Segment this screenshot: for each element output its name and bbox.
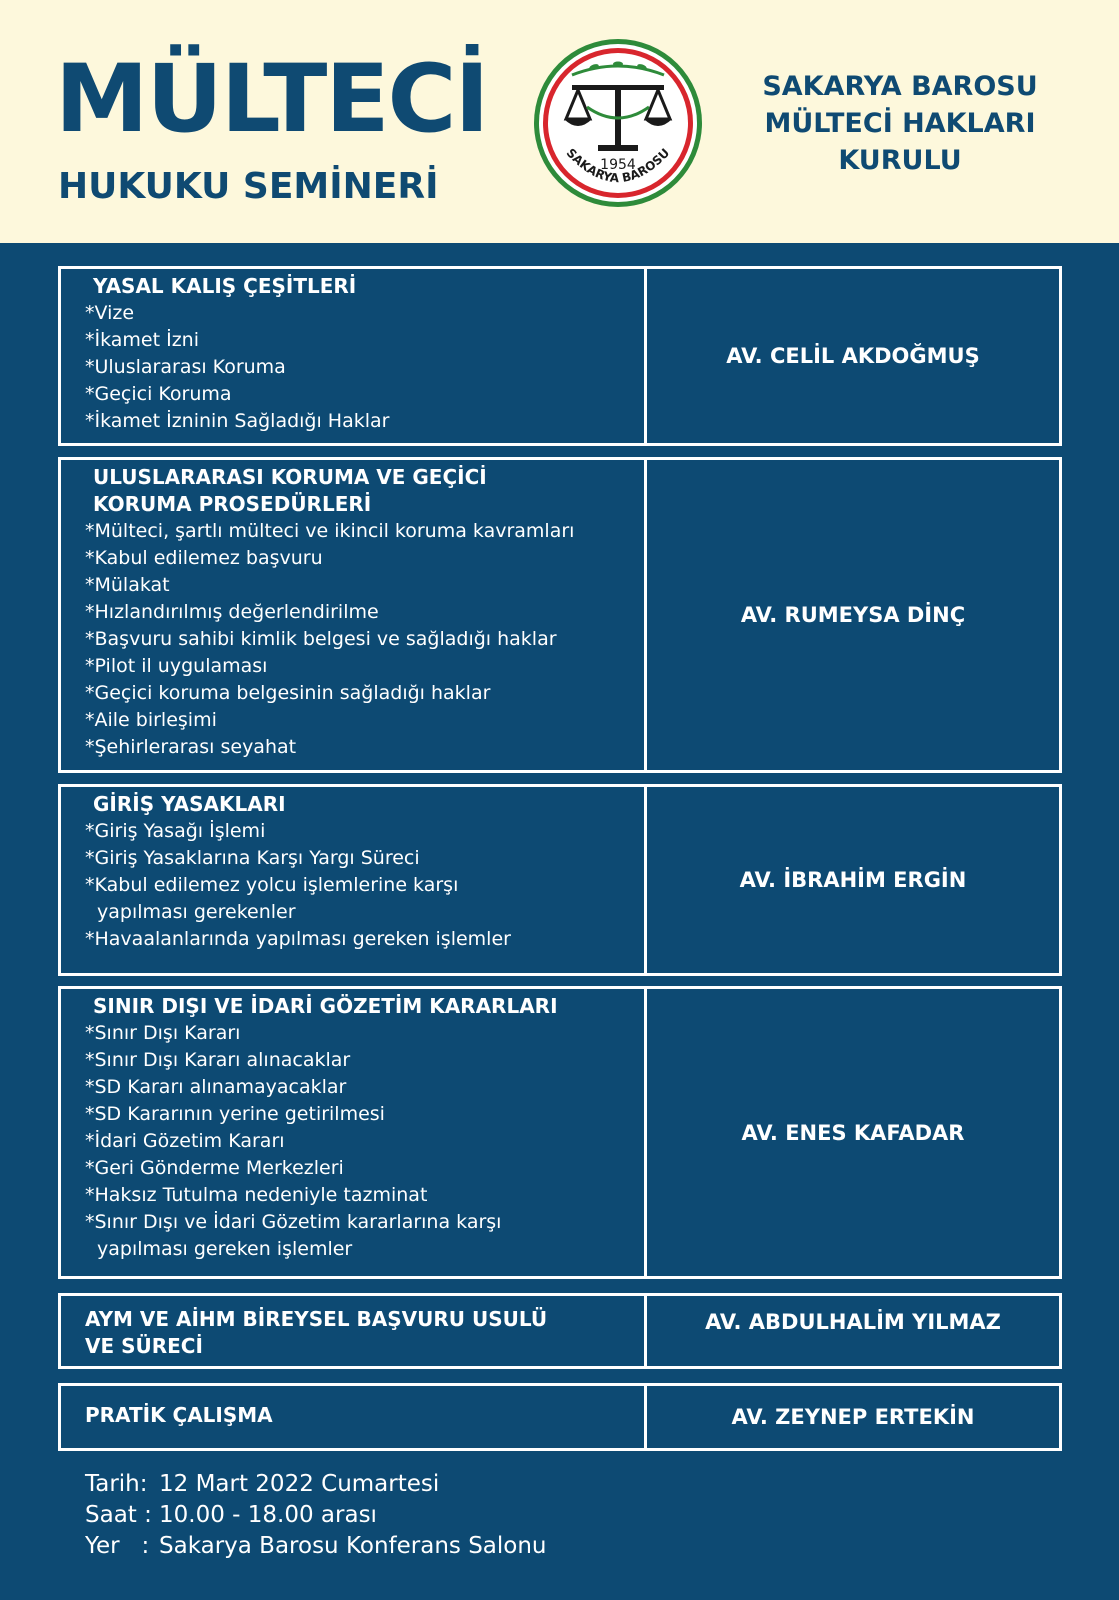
organizer-line: SAKARYA BAROSU [762,71,1038,102]
session-topic: GİRİŞ YASAKLARI [93,792,286,816]
topic-item: yapılması gereken işlemler [97,1238,353,1260]
topic-item: *Hızlandırılmış değerlendirilme [85,601,379,623]
session-topic-block [85,464,640,761]
topic-item: *Şehirlerarası seyahat [85,736,297,758]
session-row [58,457,1062,773]
time-line [85,1500,547,1531]
topic-item: *Sınır Dışı ve İdari Gözetim kararlarına karşı [85,1211,502,1233]
session-topic: KORUMA PROSEDÜRLERİ [93,492,372,516]
session-topic: AYM VE AİHM BİREYSEL BAŞVURU USULÜ [85,1307,548,1331]
place-label: Yer : [85,1533,150,1559]
topic-item: *İdari Gözetim Kararı [85,1130,285,1152]
header-banner [0,0,1119,243]
topic-item: *SD Kararı alınamayacaklar [85,1076,347,1098]
session-row [58,1293,1062,1369]
topic-item: *Kabul edilemez yolcu işlemlerine karşı [85,874,459,896]
date-label: Tarih: [85,1471,148,1497]
session-speaker: AV. İBRAHİM ERGİN [739,868,967,892]
topic-item: *Geçici koruma belgesinin sağladığı haklar [85,682,491,704]
topic-item: *Pilot il uygulaması [85,655,268,677]
session-topic-block [85,993,640,1263]
organizer-name [745,68,1055,179]
session-topic: ULUSLARARASI KORUMA VE GEÇİCİ [93,465,487,489]
session-topic: YASAL KALIŞ ÇEŞİTLERİ [93,274,357,298]
topic-item: *SD Kararının yerine getirilmesi [85,1103,385,1125]
seminar-subtitle: HUKUKU SEMİNERİ [58,166,439,207]
bar-association-logo [532,37,704,209]
organizer-line: KURULU [838,145,962,176]
session-topic-block [85,1402,640,1429]
place-line [85,1531,547,1562]
session-topic: VE SÜRECİ [85,1334,203,1358]
session-speaker: AV. ZEYNEP ERTEKİN [731,1405,975,1429]
session-topic: SINIR DIŞI VE İDARİ GÖZETİM KARARLARI [93,994,558,1018]
session-speaker: AV. CELİL AKDOĞMUŞ [726,344,980,368]
topic-item: *Mülakat [85,574,170,596]
session-topic-block [85,791,640,953]
topic-item: *Giriş Yasaklarına Karşı Yargı Süreci [85,847,420,869]
topic-item: *Sınır Dışı Kararı alınacaklar [85,1049,351,1071]
time-value: 10.00 - 18.00 arası [159,1502,377,1528]
topic-item: *Sınır Dışı Kararı [85,1022,241,1044]
session-topic: PRATİK ÇALIŞMA [85,1403,273,1427]
topic-item: *Geçici Koruma [85,383,232,405]
date-line [85,1469,547,1500]
session-speaker: AV. RUMEYSA DİNÇ [740,603,966,627]
logo-ring-text: SAKARYA BAROSU [563,145,673,186]
session-speaker: AV. ENES KAFADAR [741,1120,965,1145]
topic-item: *İkamet İzninin Sağladığı Haklar [85,410,390,432]
topic-item: *Giriş Yasağı İşlemi [85,820,266,842]
topic-item: *Haksız Tutulma nedeniyle tazminat [85,1184,428,1206]
session-topic-block [85,1306,640,1360]
session-row [58,986,1062,1279]
logo-year: 1954 [600,157,636,173]
topic-item: *Kabul edilemez başvuru [85,547,323,569]
session-speaker: AV. ABDULHALİM YILMAZ [705,1310,1001,1334]
date-value: 12 Mart 2022 Cumartesi [159,1471,440,1497]
topic-item: *Uluslararası Koruma [85,356,286,378]
topic-item: *Mülteci, şartlı mülteci ve ikincil koruma kavramları [85,520,575,542]
event-details [85,1469,547,1562]
topic-item: *Havaalanlarında yapılması gereken işlemler [85,928,511,950]
topic-item: *İkamet İzni [85,329,199,351]
session-topic-block [85,273,640,435]
topic-item: yapılması gerekenler [97,901,296,923]
session-row [58,266,1062,446]
place-value: Sakarya Barosu Konferans Salonu [159,1533,547,1559]
topic-item: *Geri Gönderme Merkezleri [85,1157,344,1179]
session-row [58,1383,1062,1451]
time-label: Saat : [85,1502,152,1528]
seminar-title: MÜLTECİ [55,45,488,154]
topic-item: *Vize [85,302,135,324]
topic-item: *Aile birleşimi [85,709,217,731]
topic-item: *Başvuru sahibi kimlik belgesi ve sağladığı haklar [85,628,557,650]
session-row [58,784,1062,976]
organizer-line: MÜLTECİ HAKLARI [764,108,1036,139]
